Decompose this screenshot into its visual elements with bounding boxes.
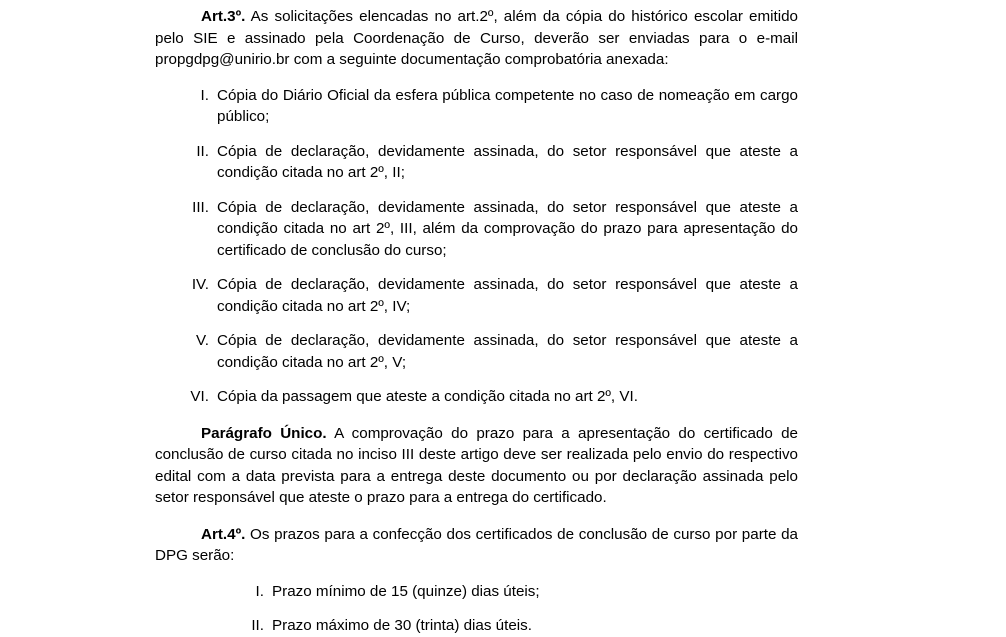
list-item-marker: I. xyxy=(255,582,264,600)
spacer xyxy=(155,71,798,85)
list-item xyxy=(155,581,798,603)
paragrafo-unico-label: Parágrafo Único. xyxy=(201,424,327,442)
list-item xyxy=(155,386,798,408)
list-item-marker: IV. xyxy=(191,276,209,293)
list-item-marker: II. xyxy=(196,142,209,160)
article-3-body: As solicitações elencadas no art.2º, além da cópia do histórico escolar emitido pelo SIE e assinado pela Coordenação de Curso, deverão ser enviadas para o e-mail propgdpg@unirio.br com a seguinte documentação comprobatória anexada: xyxy=(155,8,798,68)
list-item-marker: II. xyxy=(251,617,264,634)
list-item xyxy=(155,330,798,373)
article-4-body: Os prazos para a confecção dos certificados de conclusão de curso por parte da DPG serão: xyxy=(155,525,798,564)
list-item-text: Cópia de declaração, devidamente assinada, do setor responsável que ateste a condição citada no art 2º, V; xyxy=(217,332,798,371)
article-3-item-list xyxy=(155,85,798,408)
list-item-marker: VI. xyxy=(190,388,209,405)
list-item-marker: III. xyxy=(192,198,209,216)
article-4-paragraph xyxy=(155,524,798,567)
list-item-text: Cópia de declaração, devidamente assinada, do setor responsável que ateste a condição citada no art 2º, IV; xyxy=(217,276,798,315)
list-item-text: Cópia do Diário Oficial da esfera pública competente no caso de nomeação em cargo público; xyxy=(217,86,798,125)
list-item xyxy=(155,274,798,317)
list-item-text: Prazo mínimo de 15 (quinze) dias úteis; xyxy=(272,582,540,600)
article-3-paragraph xyxy=(155,6,798,71)
article-4-item-list xyxy=(155,581,798,637)
spacer xyxy=(155,408,798,423)
article-4-label: Art.4º. xyxy=(201,525,246,543)
list-item-text: Prazo máximo de 30 (trinta) dias úteis. xyxy=(272,617,532,634)
spacer xyxy=(155,509,798,524)
list-item-marker: I. xyxy=(200,86,209,104)
list-item-text: Cópia de declaração, devidamente assinada, do setor responsável que ateste a condição citada no art 2º, II; xyxy=(217,142,798,181)
list-item xyxy=(155,85,798,128)
list-item-text: Cópia de declaração, devidamente assinada, do setor responsável que ateste a condição citada no art 2º, III, além da comprovação do prazo para apresentação do certificado de conclusão do curso; xyxy=(217,198,798,259)
list-item-text: Cópia da passagem que ateste a condição citada no art 2º, VI. xyxy=(217,388,638,405)
article-3-label: Art.3º. xyxy=(201,8,246,25)
list-item xyxy=(155,141,798,184)
paragrafo-unico-paragraph xyxy=(155,423,798,509)
paragrafo-unico-body: A comprovação do prazo para a apresentação do certificado de conclusão de curso citada no inciso III deste artigo deve ser realizada pelo envio do respectivo edital com a data prevista para a entrega deste documento ou por declaração assinada pelo setor responsável que ateste o prazo para a entrega do certificado. xyxy=(155,424,798,506)
list-item-marker: V. xyxy=(196,332,209,349)
list-item xyxy=(155,615,798,637)
list-item xyxy=(155,197,798,262)
